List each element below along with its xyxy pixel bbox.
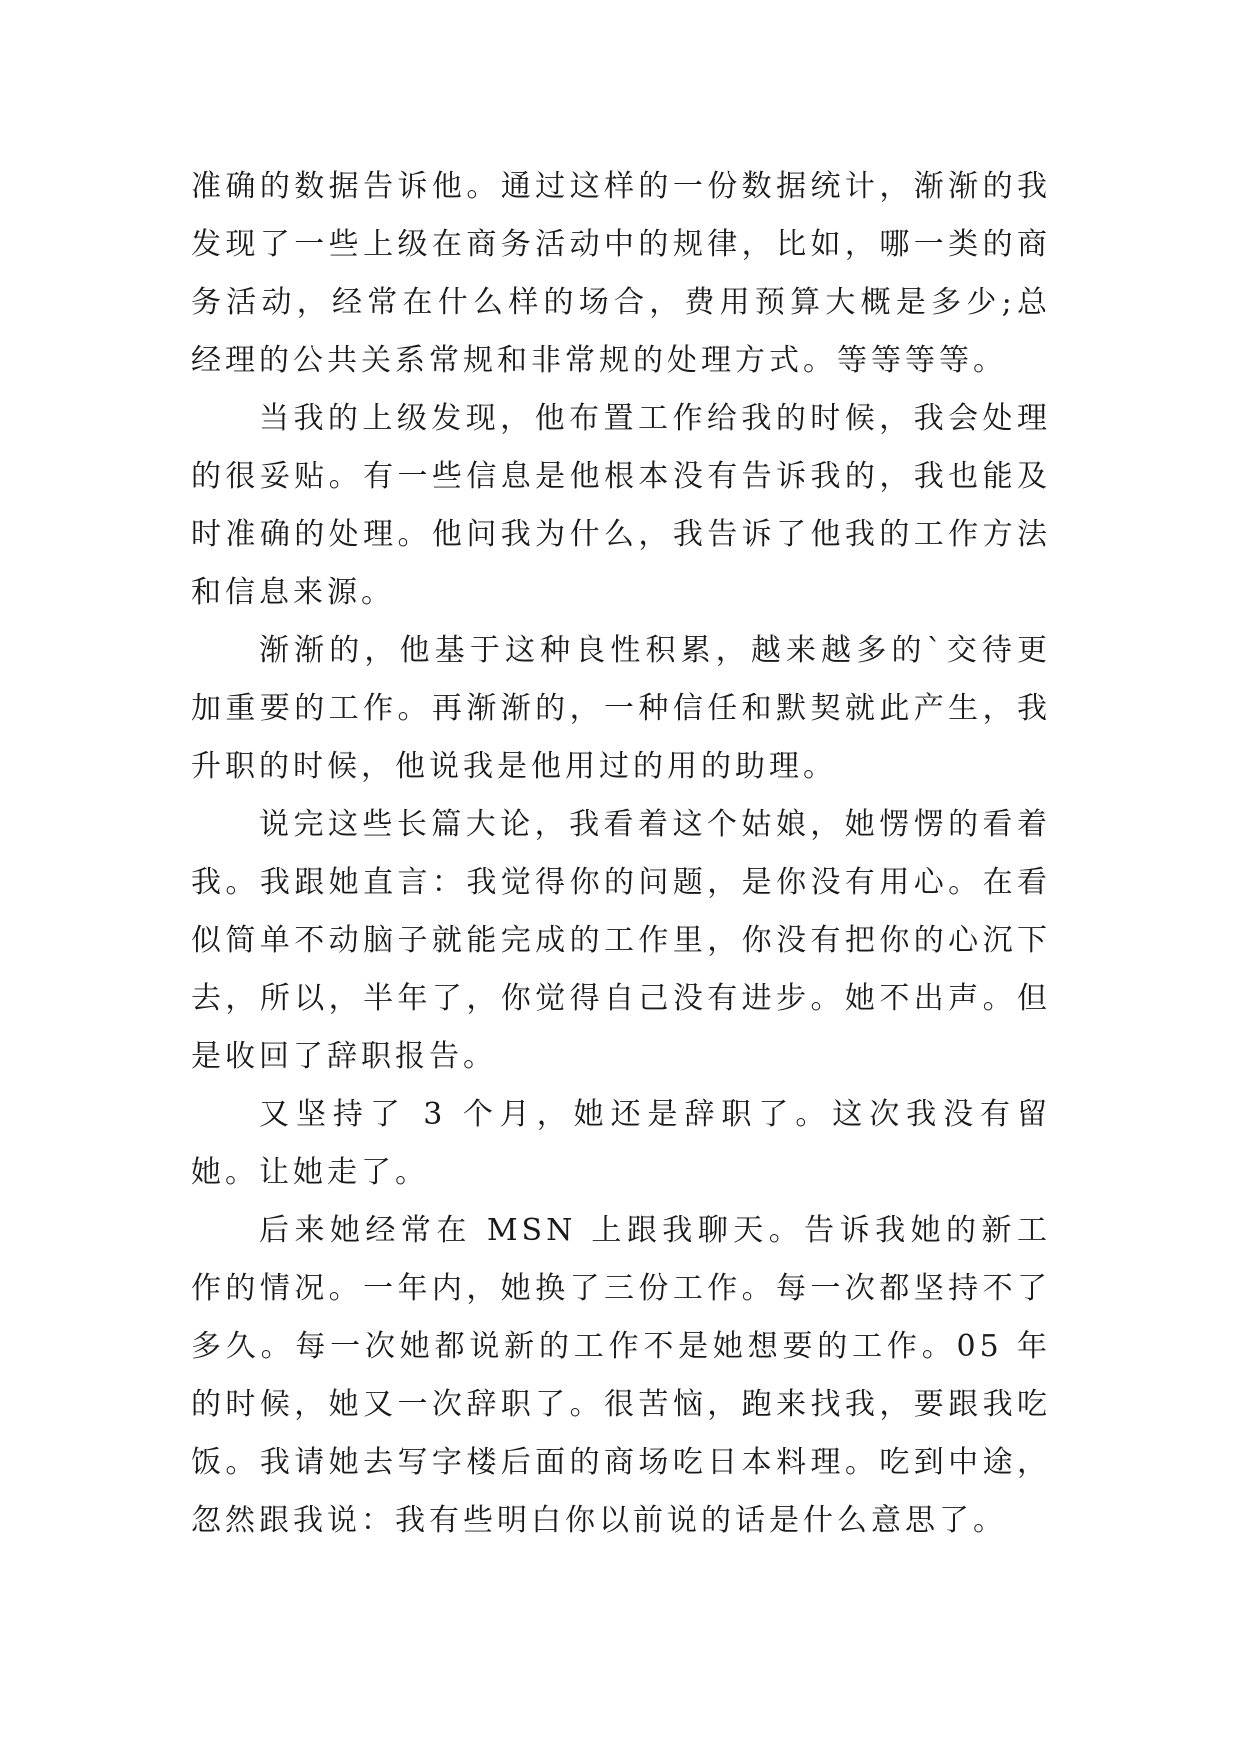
paragraph: 当我的上级发现，他布置工作给我的时候，我会处理的很妥贴。有一些信息是他根本没有告诉我的，我也能及时准确的处理。他问我为什么，我告诉了他我的工作方法和信息来源。: [191, 401, 1051, 610]
paragraph: 渐渐的，他基于这种良性积累，越来越多的`交待更加重要的工作。再渐渐的，一种信任和默契就此产生，我升职的时候，他说我是他用过的用的助理。: [191, 633, 1051, 784]
document-body: [191, 158, 1051, 1550]
paragraph: 说完这些长篇大论，我看着这个姑娘，她愣愣的看着我。我跟她直言：我觉得你的问题，是你没有用心。在看似简单不动脑子就能完成的工作里，你没有把你的心沉下去，所以，半年了，你觉得自己没有进步。她不出声。但是收回了辞职报告。: [191, 807, 1051, 1074]
paragraph-continuation: 准确的数据告诉他。通过这样的一份数据统计，渐渐的我发现了一些上级在商务活动中的规律，比如，哪一类的商务活动，经常在什么样的场合，费用预算大概是多少;总经理的公共关系常规和非常规的处理方式。等等等等。: [191, 169, 1051, 378]
paragraph: 后来她经常在 MSN 上跟我聊天。告诉我她的新工作的情况。一年内，她换了三份工作。每一次都坚持不了多久。每一次她都说新的工作不是她想要的工作。05 年的时候，她又一次辞职了。很苦恼，跑来找我，要跟我吃饭。我请她去写字楼后面的商场吃日本料理。吃到中途，忽然跟我说：我有些明白你以前说的话是什么意思了。: [191, 1213, 1051, 1538]
paragraph: 又坚持了 3 个月，她还是辞职了。这次我没有留她。让她走了。: [191, 1097, 1051, 1190]
